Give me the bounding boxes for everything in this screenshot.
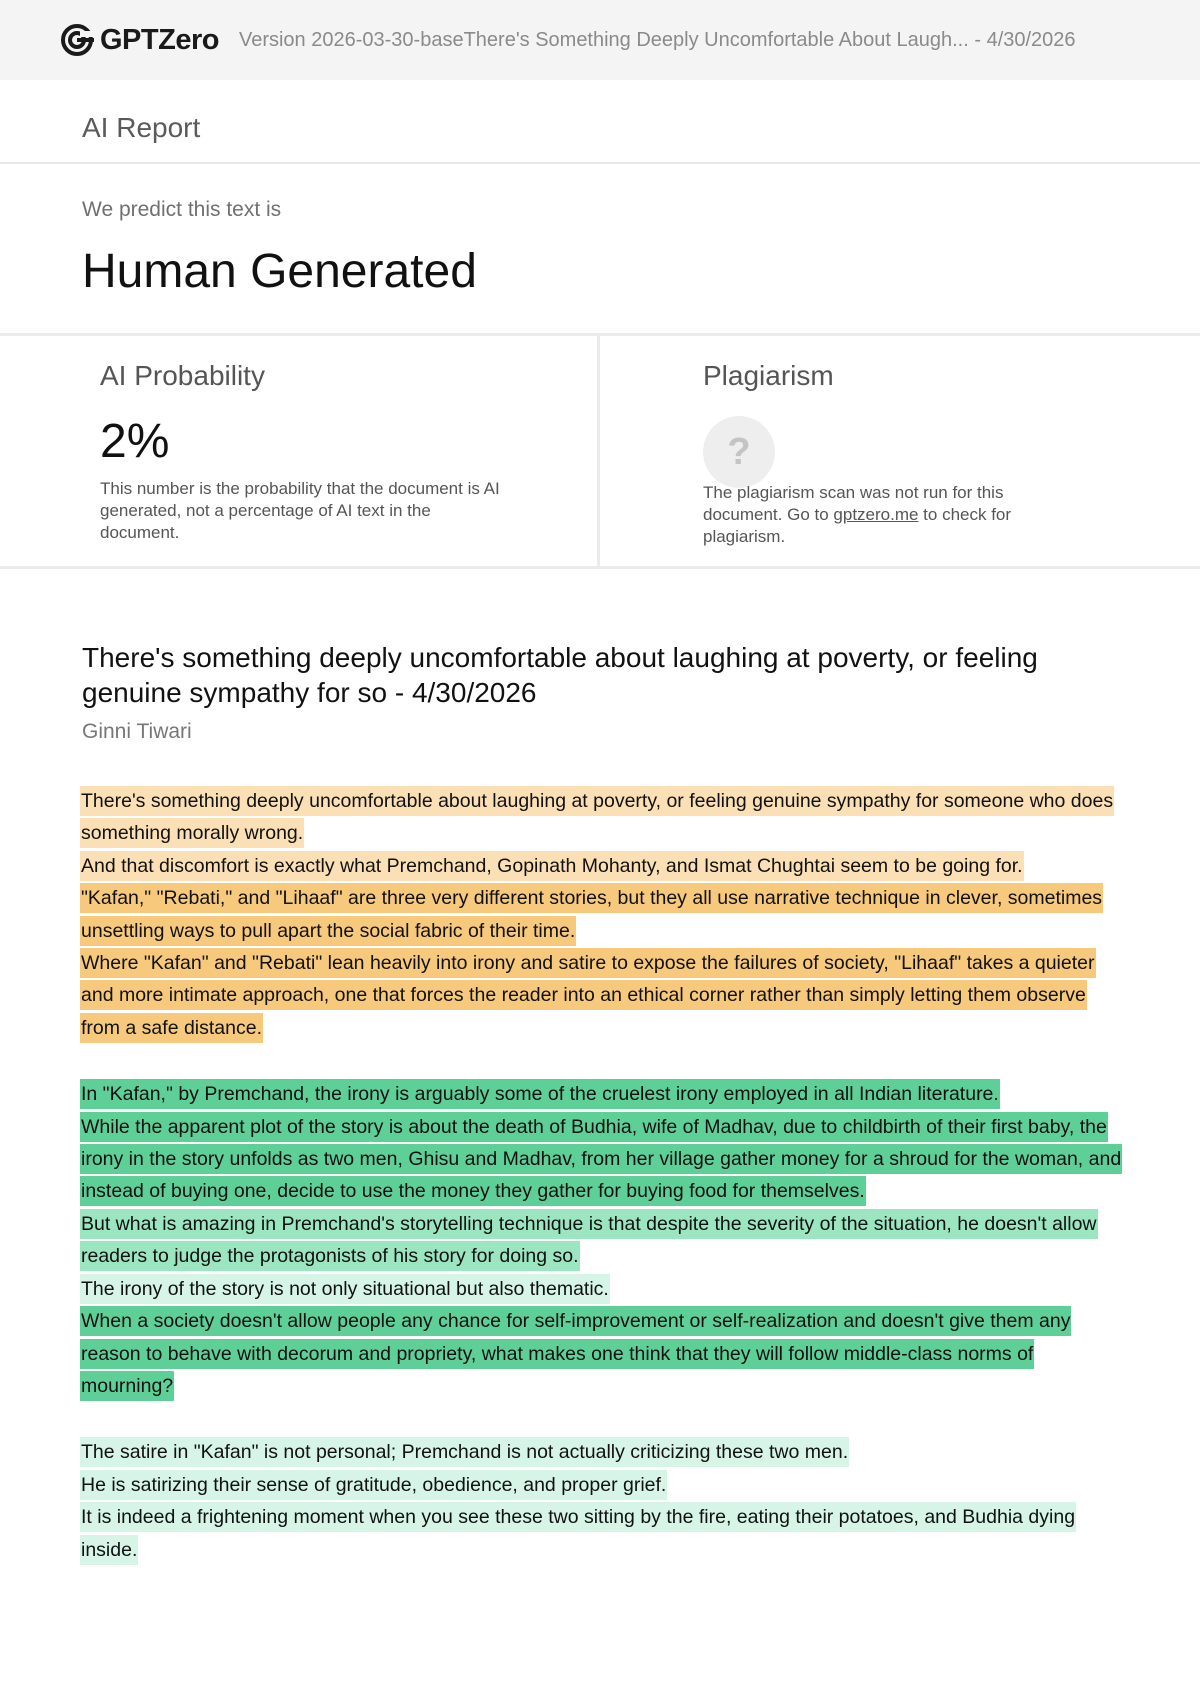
sentence: The satire in "Kafan" is not personal; Premchand is not actually criticizing these two men. <box>80 1437 849 1467</box>
plagiarism-desc-after: to check for plagiarism. <box>703 505 1012 546</box>
header-bar <box>0 0 1200 80</box>
plagiarism-title: Plagiarism <box>703 360 834 391</box>
sentence: Where "Kafan" and "Rebati" lean heavily into irony and satire to expose the failures of society, "Lihaaf" takes a quieter and more intimate approach, one that forces the reader into an ethical corner rather than simply letting them observe from a safe distance. <box>80 948 1096 1043</box>
gptzero-link[interactable]: gptzero.me <box>833 505 919 524</box>
question-mark-icon: ? <box>703 416 775 488</box>
paragraph <box>80 785 1126 1044</box>
paragraph <box>80 1078 1126 1402</box>
plagiarism-description <box>703 482 1073 548</box>
ai-probability-value: 2% <box>100 415 170 468</box>
prediction-verdict: Human Generated <box>82 245 477 298</box>
ai-probability-title: AI Probability <box>100 360 265 391</box>
document-body <box>80 785 1126 1600</box>
prediction-label: We predict this text is <box>82 198 282 221</box>
sentence: The irony of the story is not only situational but also thematic. <box>80 1274 610 1304</box>
gptzero-logo[interactable] <box>60 23 219 57</box>
score-cards <box>0 333 1200 569</box>
document-meta: Version 2026-03-30-baseThere's Something Deeply Uncomfortable About Laugh... - 4/30/2026 <box>238 28 1076 51</box>
document-author: Ginni Tiwari <box>82 720 192 743</box>
report-title-row <box>0 80 1200 164</box>
sentence: While the apparent plot of the story is about the death of Budhia, wife of Madhav, due to childbirth of their first baby, the irony in the story unfolds as two men, Ghisu and Madhav, from her village gather money for a shroud for the woman, and instead of buying one, decide to use the money they gather for buying food for themselves. <box>80 1112 1122 1207</box>
document-title: There's something deeply uncomfortable about laughing at poverty, or feeling genuine sympathy for so - 4/30/2026 <box>82 642 1038 708</box>
ai-probability-card <box>0 336 600 566</box>
plagiarism-desc-before: The plagiarism scan was not run for this document. Go to <box>703 483 1004 524</box>
sentence: It is indeed a frightening moment when you see these two sitting by the fire, eating their potatoes, and Budhia dying inside. <box>80 1502 1076 1564</box>
brand-name: GPTZero <box>100 23 219 56</box>
sentence: And that discomfort is exactly what Premchand, Gopinath Mohanty, and Ismat Chughtai seem to be going for. <box>80 851 1024 881</box>
sentence: In "Kafan," by Premchand, the irony is arguably some of the cruelest irony employed in all Indian literature. <box>80 1079 1000 1109</box>
plagiarism-card <box>600 336 1200 566</box>
sentence: "Kafan," "Rebati," and "Lihaaf" are three very different stories, but they all use narrative technique in clever, sometimes unsettling ways to pull apart the social fabric of their time. <box>80 883 1103 945</box>
sentence: But what is amazing in Premchand's storytelling technique is that despite the severity of the situation, he doesn't allow readers to judge the protagonists of his story for doing so. <box>80 1209 1098 1271</box>
ai-probability-description: This number is the probability that the document is AI generated, not a percentage of AI text in the document. <box>100 479 500 542</box>
gptzero-logo-icon <box>60 23 94 57</box>
sentence: He is satirizing their sense of gratitude, obedience, and proper grief. <box>80 1470 667 1500</box>
sentence: There's something deeply uncomfortable about laughing at poverty, or feeling genuine sympathy for someone who does something morally wrong. <box>80 786 1114 848</box>
report-title: AI Report <box>82 112 201 143</box>
paragraph <box>80 1436 1126 1566</box>
sentence: When a society doesn't allow people any chance for self-improvement or self-realization and doesn't give them any reason to behave with decorum and propriety, what makes one think that they will follow middle-class norms of mourning? <box>80 1306 1071 1401</box>
